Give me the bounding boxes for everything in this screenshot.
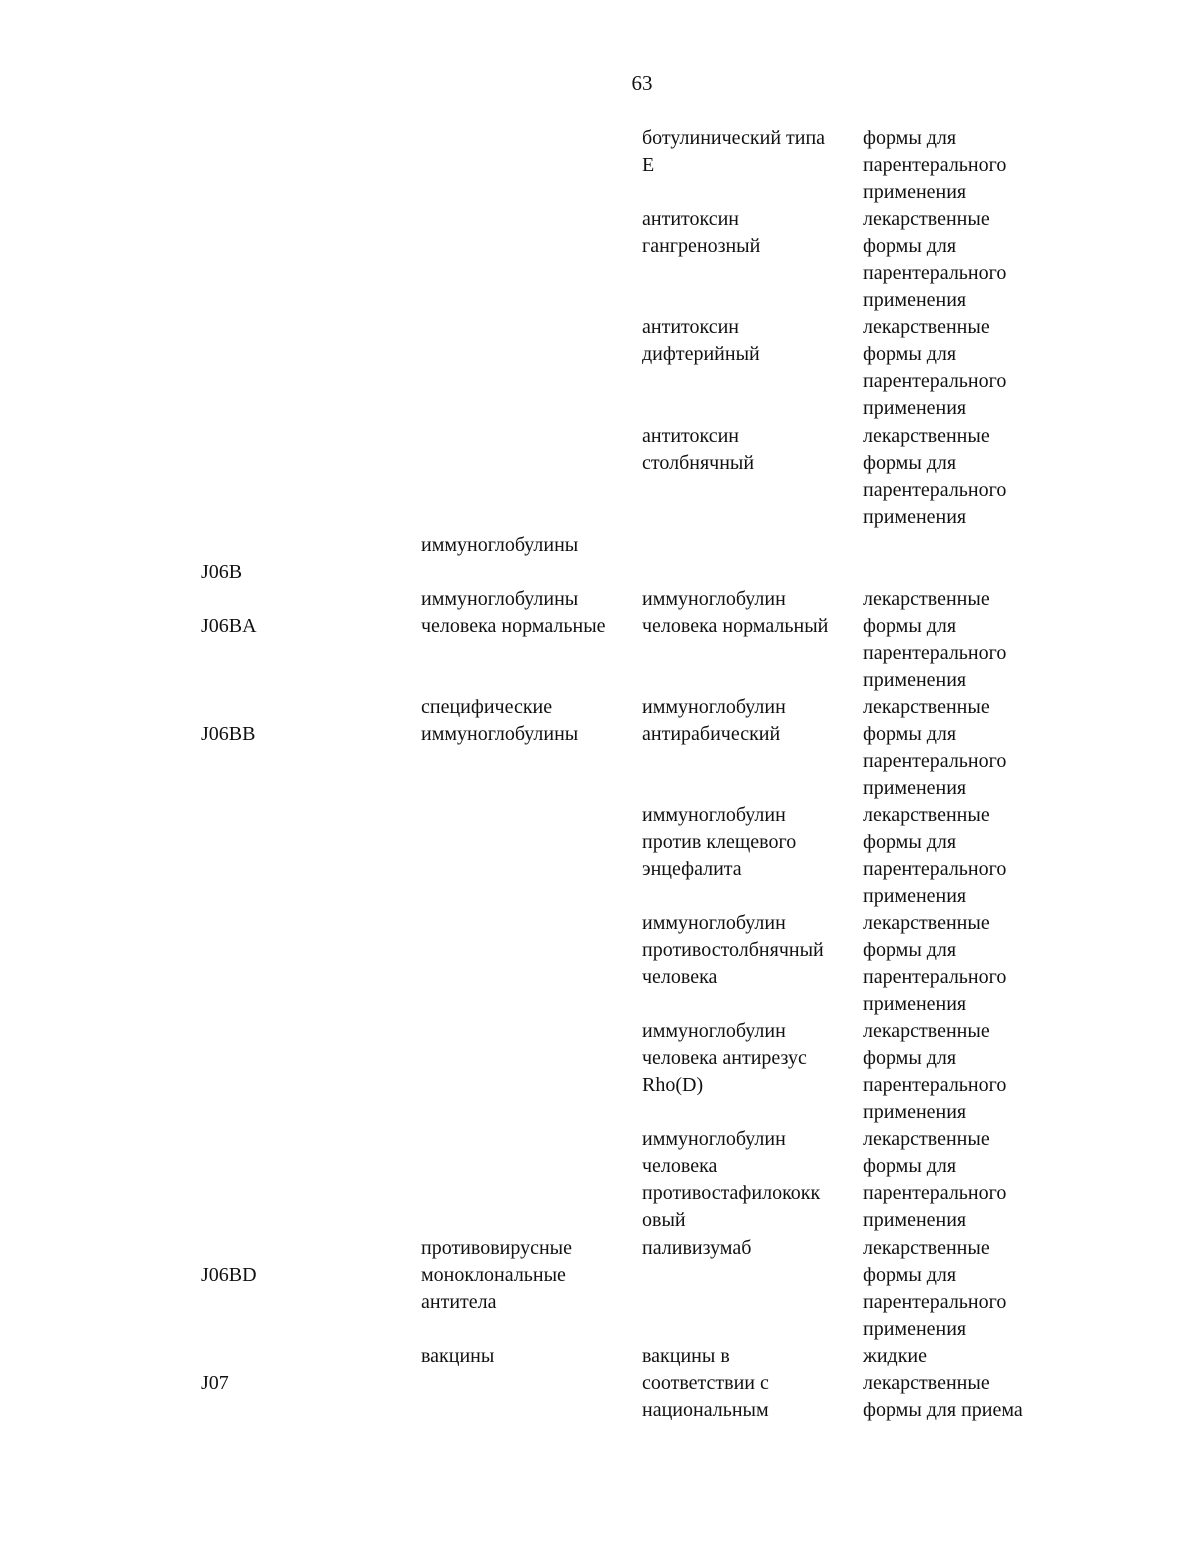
- drug-name: иммуноглобулин человека антирезус Rho(D): [642, 1020, 807, 1097]
- drug-name: иммуноглобулин человека нормальный: [642, 588, 829, 638]
- drug-name: иммуноглобулин антирабический: [642, 696, 786, 746]
- atc-code: J06BB: [201, 723, 256, 745]
- drug-name: антитоксин столбнячный: [642, 425, 755, 475]
- atc-code: J06BA: [201, 615, 257, 637]
- drug-name: иммуноглобулин противостолбнячный человека: [642, 912, 824, 989]
- dosage-form: лекарственные формы для парентерального применения: [863, 208, 1007, 312]
- group-name: противовирусные моноклональные антитела: [421, 1237, 572, 1314]
- dosage-form: лекарственные формы для парентерального применения: [863, 1020, 1007, 1124]
- dosage-form: лекарственные формы для парентерального применения: [863, 425, 1007, 529]
- drug-name: антитоксин дифтерийный: [642, 316, 760, 366]
- dosage-form: лекарственные формы для парентерального применения: [863, 1128, 1007, 1232]
- atc-code: J06BD: [201, 1264, 257, 1286]
- dosage-form: лекарственные формы для парентерального применения: [863, 912, 1007, 1016]
- drug-name: иммуноглобулин против клещевого энцефалита: [642, 804, 797, 881]
- dosage-form: лекарственные формы для парентерального применения: [863, 316, 1007, 420]
- drug-name: антитоксин гангренозный: [642, 208, 761, 258]
- drug-name: вакцины в соответствии с национальным: [642, 1345, 769, 1422]
- dosage-form: лекарственные формы для парентерального применения: [863, 588, 1007, 692]
- dosage-form: лекарственные формы для парентерального применения: [863, 696, 1007, 800]
- dosage-form: жидкие лекарственные формы для приема: [863, 1345, 1023, 1422]
- dosage-form: формы для парентерального применения: [863, 127, 1007, 204]
- group-name: иммуноглобулины: [421, 534, 579, 556]
- atc-code: J06B: [201, 561, 243, 583]
- dosage-form: лекарственные формы для парентерального применения: [863, 1237, 1007, 1341]
- page-number: 63: [631, 71, 653, 95]
- group-name: иммуноглобулины человека нормальные: [421, 588, 606, 638]
- drug-name: ботулинический типа E: [642, 127, 826, 177]
- group-name: специфические иммуноглобулины: [421, 696, 579, 746]
- dosage-form: лекарственные формы для парентерального применения: [863, 804, 1007, 908]
- drug-name: иммуноглобулин человека противостафилококк овый: [642, 1128, 821, 1232]
- group-name: вакцины: [421, 1345, 495, 1367]
- atc-code: J07: [201, 1372, 229, 1394]
- drug-name: паливизумаб: [642, 1237, 752, 1259]
